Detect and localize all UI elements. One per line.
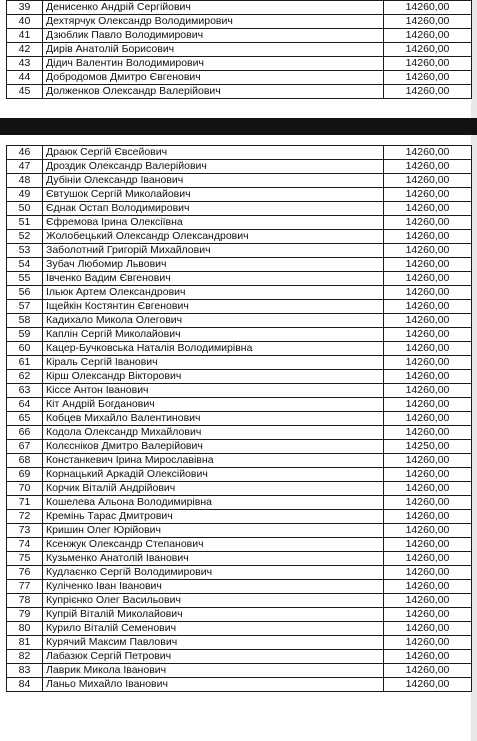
table-row bbox=[7, 426, 472, 440]
table-row bbox=[7, 454, 472, 468]
person-name: Кришин Олег Юрійович bbox=[43, 524, 384, 538]
amount: 14260,00 bbox=[384, 580, 472, 594]
row-number: 39 bbox=[7, 1, 43, 15]
table-row bbox=[7, 482, 472, 496]
amount: 14260,00 bbox=[384, 608, 472, 622]
row-number: 63 bbox=[7, 384, 43, 398]
amount: 14260,00 bbox=[384, 650, 472, 664]
row-number: 56 bbox=[7, 286, 43, 300]
amount: 14260,00 bbox=[384, 566, 472, 580]
payment-table-top bbox=[6, 0, 472, 99]
row-number: 48 bbox=[7, 174, 43, 188]
person-name: Курячий Максим Павлович bbox=[43, 636, 384, 650]
row-number: 74 bbox=[7, 538, 43, 552]
row-number: 72 bbox=[7, 510, 43, 524]
row-number: 73 bbox=[7, 524, 43, 538]
amount: 14260,00 bbox=[384, 57, 472, 71]
person-name: Іщейкін Костянтин Євгенович bbox=[43, 300, 384, 314]
row-number: 84 bbox=[7, 678, 43, 692]
row-number: 57 bbox=[7, 300, 43, 314]
amount: 14260,00 bbox=[384, 15, 472, 29]
person-name: Кобцев Михайло Валентинович bbox=[43, 412, 384, 426]
table-row bbox=[7, 650, 472, 664]
person-name: Долженков Олександр Валерійович bbox=[43, 85, 384, 99]
row-number: 75 bbox=[7, 552, 43, 566]
row-number: 69 bbox=[7, 468, 43, 482]
amount: 14260,00 bbox=[384, 552, 472, 566]
row-number: 46 bbox=[7, 146, 43, 160]
person-name: Ланьо Михайло Іванович bbox=[43, 678, 384, 692]
row-number: 50 bbox=[7, 202, 43, 216]
amount: 14260,00 bbox=[384, 160, 472, 174]
row-number: 78 bbox=[7, 594, 43, 608]
table-row bbox=[7, 412, 472, 426]
amount: 14260,00 bbox=[384, 71, 472, 85]
table-row bbox=[7, 636, 472, 650]
amount: 14260,00 bbox=[384, 678, 472, 692]
amount: 14260,00 bbox=[384, 636, 472, 650]
table-row bbox=[7, 146, 472, 160]
person-name: Зубач Любомир Львович bbox=[43, 258, 384, 272]
amount: 14260,00 bbox=[384, 244, 472, 258]
table-row bbox=[7, 468, 472, 482]
person-name: Дубініи Олександр Іванович bbox=[43, 174, 384, 188]
amount: 14260,00 bbox=[384, 622, 472, 636]
person-name: Купрій Віталій Миколайович bbox=[43, 608, 384, 622]
table-row bbox=[7, 314, 472, 328]
amount: 14260,00 bbox=[384, 482, 472, 496]
row-number: 83 bbox=[7, 664, 43, 678]
row-number: 58 bbox=[7, 314, 43, 328]
row-number: 61 bbox=[7, 356, 43, 370]
amount: 14260,00 bbox=[384, 370, 472, 384]
row-number: 44 bbox=[7, 71, 43, 85]
amount: 14260,00 bbox=[384, 202, 472, 216]
table-row bbox=[7, 398, 472, 412]
person-name: Купрієнко Олег Васильович bbox=[43, 594, 384, 608]
table-row bbox=[7, 342, 472, 356]
person-name: Дзюблик Павло Володимирович bbox=[43, 29, 384, 43]
row-number: 64 bbox=[7, 398, 43, 412]
person-name: Дідич Валентин Володимирович bbox=[43, 57, 384, 71]
table-row bbox=[7, 85, 472, 99]
row-number: 41 bbox=[7, 29, 43, 43]
table-row bbox=[7, 552, 472, 566]
table-row bbox=[7, 43, 472, 57]
person-name: Кузьменко Анатолій Іванович bbox=[43, 552, 384, 566]
person-name: Ксенжук Олександр Степанович bbox=[43, 538, 384, 552]
amount: 14260,00 bbox=[384, 230, 472, 244]
person-name: Кіраль Сергій Іванович bbox=[43, 356, 384, 370]
person-name: Кадихало Микола Олегович bbox=[43, 314, 384, 328]
person-name: Кошелева Альона Володимирівна bbox=[43, 496, 384, 510]
table-row bbox=[7, 57, 472, 71]
table-row bbox=[7, 230, 472, 244]
table-row bbox=[7, 188, 472, 202]
amount: 14260,00 bbox=[384, 300, 472, 314]
table-row bbox=[7, 580, 472, 594]
row-number: 54 bbox=[7, 258, 43, 272]
table-row bbox=[7, 524, 472, 538]
amount: 14260,00 bbox=[384, 29, 472, 43]
table-row bbox=[7, 622, 472, 636]
person-name: Івченко Вадим Євгенович bbox=[43, 272, 384, 286]
table-row bbox=[7, 370, 472, 384]
person-name: Денисенко Андрій Сергійович bbox=[43, 1, 384, 15]
amount: 14260,00 bbox=[384, 272, 472, 286]
amount: 14260,00 bbox=[384, 216, 472, 230]
table-row bbox=[7, 356, 472, 370]
amount: 14260,00 bbox=[384, 384, 472, 398]
person-name: Жолобецький Олександр Олександрович bbox=[43, 230, 384, 244]
table-row bbox=[7, 440, 472, 454]
person-name: Кудлаєнко Сергій Володимирович bbox=[43, 566, 384, 580]
row-number: 77 bbox=[7, 580, 43, 594]
person-name: Корнацький Аркадій Олексійович bbox=[43, 468, 384, 482]
row-number: 81 bbox=[7, 636, 43, 650]
table-row bbox=[7, 1, 472, 15]
amount: 14260,00 bbox=[384, 43, 472, 57]
row-number: 52 bbox=[7, 230, 43, 244]
amount: 14260,00 bbox=[384, 188, 472, 202]
table-row bbox=[7, 216, 472, 230]
row-number: 60 bbox=[7, 342, 43, 356]
table-row bbox=[7, 538, 472, 552]
row-number: 67 bbox=[7, 440, 43, 454]
amount: 14260,00 bbox=[384, 314, 472, 328]
payment-table-bottom bbox=[6, 145, 472, 692]
row-number: 76 bbox=[7, 566, 43, 580]
table-row bbox=[7, 608, 472, 622]
amount: 14260,00 bbox=[384, 286, 472, 300]
page-break-band bbox=[0, 118, 477, 135]
table-row bbox=[7, 15, 472, 29]
person-name: Констанкевич Ірина Мирославівна bbox=[43, 454, 384, 468]
person-name: Євтушок Сергій Миколайович bbox=[43, 188, 384, 202]
person-name: Кірш Олександр Вікторович bbox=[43, 370, 384, 384]
person-name: Кіссе Антон Іванович bbox=[43, 384, 384, 398]
row-number: 59 bbox=[7, 328, 43, 342]
amount: 14260,00 bbox=[384, 146, 472, 160]
person-name: Ільюк Артем Олександрович bbox=[43, 286, 384, 300]
table-row bbox=[7, 678, 472, 692]
amount: 14260,00 bbox=[384, 174, 472, 188]
person-name: Курило Віталій Семенович bbox=[43, 622, 384, 636]
amount: 14260,00 bbox=[384, 412, 472, 426]
person-name: Лабазюк Сергій Петрович bbox=[43, 650, 384, 664]
table-row bbox=[7, 594, 472, 608]
amount: 14260,00 bbox=[384, 510, 472, 524]
table-row bbox=[7, 174, 472, 188]
table-row bbox=[7, 202, 472, 216]
table-row bbox=[7, 300, 472, 314]
row-number: 65 bbox=[7, 412, 43, 426]
person-name: Єднак Остап Володимирович bbox=[43, 202, 384, 216]
row-number: 43 bbox=[7, 57, 43, 71]
table-row bbox=[7, 328, 472, 342]
person-name: Драюк Сергій Євсейович bbox=[43, 146, 384, 160]
row-number: 79 bbox=[7, 608, 43, 622]
person-name: Добродомов Дмитро Євгенович bbox=[43, 71, 384, 85]
row-number: 42 bbox=[7, 43, 43, 57]
row-number: 66 bbox=[7, 426, 43, 440]
table-row bbox=[7, 384, 472, 398]
table-row bbox=[7, 566, 472, 580]
row-number: 55 bbox=[7, 272, 43, 286]
row-number: 80 bbox=[7, 622, 43, 636]
person-name: Куліченко Іван Іванович bbox=[43, 580, 384, 594]
person-name: Дроздик Олександр Валерійович bbox=[43, 160, 384, 174]
person-name: Дехтярчук Олександр Володимирович bbox=[43, 15, 384, 29]
person-name: Кремінь Тарас Дмитрович bbox=[43, 510, 384, 524]
table-row bbox=[7, 160, 472, 174]
row-number: 82 bbox=[7, 650, 43, 664]
amount: 14260,00 bbox=[384, 85, 472, 99]
row-number: 47 bbox=[7, 160, 43, 174]
person-name: Колєсніков Дмитро Валерійович bbox=[43, 440, 384, 454]
person-name: Дирів Анатолій Борисович bbox=[43, 43, 384, 57]
row-number: 40 bbox=[7, 15, 43, 29]
table-row bbox=[7, 510, 472, 524]
row-number: 62 bbox=[7, 370, 43, 384]
person-name: Кіт Андрій Богданович bbox=[43, 398, 384, 412]
person-name: Єфремова Ірина Олексіївна bbox=[43, 216, 384, 230]
row-number: 49 bbox=[7, 188, 43, 202]
amount: 14260,00 bbox=[384, 664, 472, 678]
person-name: Кацер-Бучковська Наталія Володимирівна bbox=[43, 342, 384, 356]
table-row bbox=[7, 71, 472, 85]
table-row bbox=[7, 286, 472, 300]
row-number: 53 bbox=[7, 244, 43, 258]
person-name: Каплін Сергій Миколайович bbox=[43, 328, 384, 342]
amount: 14250,00 bbox=[384, 440, 472, 454]
amount: 14260,00 bbox=[384, 538, 472, 552]
amount: 14260,00 bbox=[384, 398, 472, 412]
table-row bbox=[7, 496, 472, 510]
amount: 14260,00 bbox=[384, 468, 472, 482]
table-row bbox=[7, 244, 472, 258]
amount: 14260,00 bbox=[384, 1, 472, 15]
table-row bbox=[7, 272, 472, 286]
person-name: Корчик Віталій Андрійович bbox=[43, 482, 384, 496]
amount: 14260,00 bbox=[384, 454, 472, 468]
person-name: Заболотний Григорій Михайлович bbox=[43, 244, 384, 258]
amount: 14260,00 bbox=[384, 594, 472, 608]
amount: 14260,00 bbox=[384, 524, 472, 538]
amount: 14260,00 bbox=[384, 496, 472, 510]
person-name: Кодола Олександр Михайлович bbox=[43, 426, 384, 440]
table-row bbox=[7, 29, 472, 43]
amount: 14260,00 bbox=[384, 328, 472, 342]
table-row bbox=[7, 258, 472, 272]
amount: 14260,00 bbox=[384, 356, 472, 370]
table-row bbox=[7, 664, 472, 678]
amount: 14260,00 bbox=[384, 426, 472, 440]
amount: 14260,00 bbox=[384, 342, 472, 356]
row-number: 68 bbox=[7, 454, 43, 468]
row-number: 70 bbox=[7, 482, 43, 496]
row-number: 51 bbox=[7, 216, 43, 230]
amount: 14260,00 bbox=[384, 258, 472, 272]
row-number: 45 bbox=[7, 85, 43, 99]
person-name: Лаврик Микола Іванович bbox=[43, 664, 384, 678]
row-number: 71 bbox=[7, 496, 43, 510]
